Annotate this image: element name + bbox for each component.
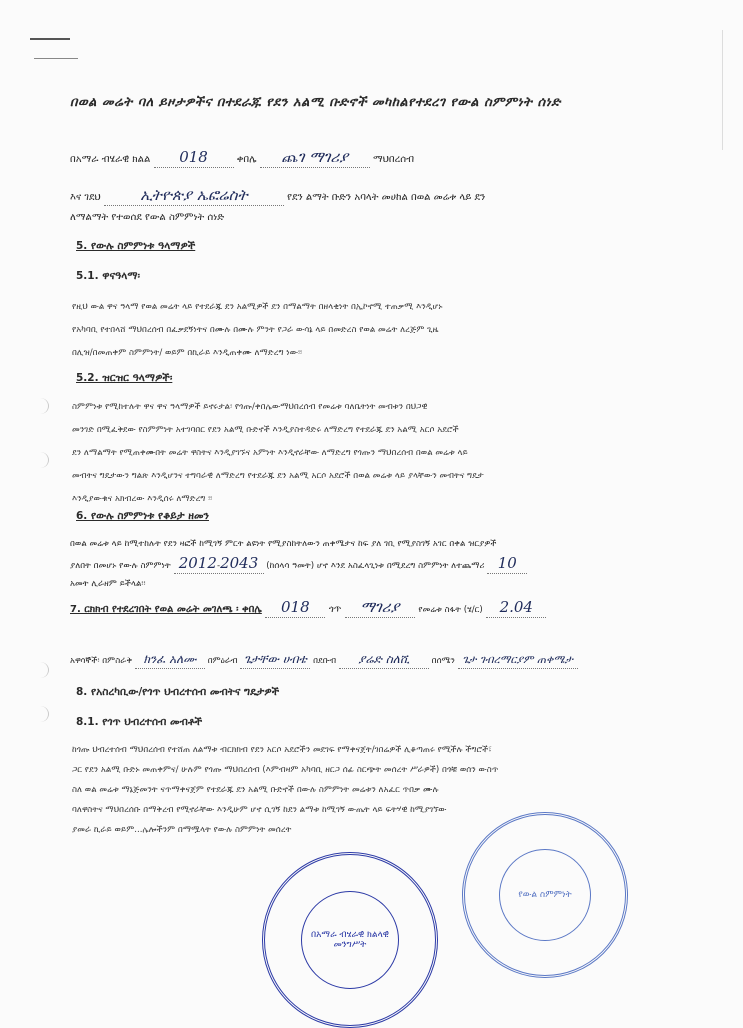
- section-7-neighbors: [70, 652, 578, 669]
- section-8-1-line: ስለ ወል መሬቱ ማኔጅመንት ናጥማቀናጀም የተደራጁ ደን አልሚ ቡድኖች በውሉ ስምምነት መሬቱን ለአፈር ጥበቃ ሙሉ: [72, 785, 439, 795]
- section-5-1-line: የዚህ ውል ዋና ዓላማ የወል መሬት ላይ የተደራጁ ደን አልሚዎች ደን በማልማት በዘላቂነት በኢኮኖሚ ተጠቃሚ እንዲሆኑ: [72, 302, 443, 312]
- section-6-line-2: ያለበት በመሆኑ የውሉ ስምምነት 2012-2043 (ከሰላሳ ዓመት) ሆኖ እንደ አስፈላጊነቱ በሚደረግ ስምምነት ለተጨማሪ 10: [70, 556, 527, 574]
- section-5-2-line: ደን ለማልማት የሚጠቀሙበት መሬት ዋስትና እንዲያገኙና አምነት እንዲኖራቸው ለማድረግ የጎጡን ማህበረሰብ በወል መሬቱ ላይ: [72, 448, 468, 458]
- official-stamp-right: [462, 812, 628, 978]
- stamp-right-text: የውል ስምምነት: [499, 849, 592, 942]
- group-suffix: የደን ልማት ቡድን አባላት መሀከል በወል መሬቱ ላይ ደን: [287, 192, 486, 203]
- intro-line-3: ለማልማት የተወሰደ የውል ስምምነት ሰነድ: [70, 212, 225, 223]
- south-neighbor-value: ያሬድ ስለሺ: [358, 652, 410, 666]
- neighbors-label: አዋሳኞች፡ በምስራቅ: [70, 656, 133, 666]
- north-label: በሰሜን: [431, 656, 455, 666]
- intro-line-1: [70, 150, 414, 168]
- intro-line-2: [70, 188, 485, 206]
- section-5-1-line: በሊዝ/በመጠቀም ስምምነት/ ወይም በኪራይ እንዲጠቀሙ ለማድረግ ነው፡፡: [72, 348, 302, 358]
- section-8-1-line: ጋር የደን አልሚ ቡድኑ መጠቀምና/ ሁሉም የጎጡ ማህበረሰብ (እምብዛም አካባቢ ዘርጋ ሰፊ ስርጭት መሰረት ሥራዎች) በጎቹ ወሰን ውስጥ: [72, 765, 499, 775]
- section-8-heading: 8. የአስረካቢው/የጎጥ ህብረተሰብ መብትና ግዴታዎች: [76, 686, 280, 698]
- section-5-2-body: [72, 396, 672, 511]
- kebele-value: ጨገ ማገሪያ: [281, 148, 349, 166]
- s7-got-value: ማገሪያ: [360, 598, 400, 616]
- section-6-line-3: አመት ሊራዘም ይችላል፡፡: [70, 579, 146, 589]
- section-5-2-heading: 5.2. ዝርዝር ዓላማዎች፡: [76, 372, 173, 384]
- s7-area-value: 2.04: [499, 598, 533, 616]
- extra-years-value: 10: [497, 554, 517, 572]
- page-edge-line: [722, 30, 723, 150]
- s7-area-label: የመሬቱ ስፋት (ሄ/ር): [418, 605, 483, 615]
- section-8-1-line: ከጎጡ ህብረተሰብ ማህበረሰብ የተሸጠ ለልማቱ ብርክክብ የደን አርሶ አደሮችን መደገፍ የማቀናጀት/ገበሬዎች ሊቆጣጠሩ የሚችሉ ችግሮች፣: [72, 745, 492, 755]
- east-neighbor-value: ክንፈ አለሙ: [143, 652, 197, 666]
- section-5-1-body: [72, 296, 672, 365]
- official-stamp-left: [262, 852, 438, 1028]
- section-6-line-1: በወል መሬቱ ላይ ከሚተከሉት የደን ዛፎች ከሚገኝ ምርት ልዩነት የሚያስከትለውን ጠቀሜታና ከፍ ያለ ገቢ የሚያስገኝ አገር በቀል ዝርያዎች: [70, 539, 497, 549]
- section-8-1-heading: 8.1. የጎጥ ህብረተሰብ መብቶች: [76, 716, 203, 728]
- west-neighbor-value: ጌታቸው ሀብቴ: [243, 652, 307, 666]
- section-7-line: [70, 600, 546, 618]
- section-5-1-line: የአካባቢ የተበላሸ ማህበረሰብ በፈቃደኝነትና በሙሉ በሙሉ ምንት የጋራ ውሳኔ ላይ በመድረስ የወል መሬት ለረጅም ጊዜ: [72, 325, 439, 335]
- section-6-line-2-prefix: ያለበት በመሆኑ የውሉ ስምምነት: [70, 561, 171, 571]
- intro-suffix: ማህበረሰብ: [372, 154, 415, 165]
- section-7-heading: 7. ርክክብ የተደረገበት የወል መሬት መገለጫ ፡ ቀበሌ: [70, 604, 262, 615]
- north-neighbor-value: ጌታ ገብረማርያም ጠቀሜታ: [462, 653, 573, 666]
- group-value: ኢትዮጵያ ኤፎሬስት: [140, 186, 248, 204]
- and-label: እና ገደህ: [70, 192, 101, 203]
- document-title: በወል መሬት ባለ ይዞታዎችና በተደራጁ የደን አልሚ ቡድኖች መካከልየተደረገ የውል ስምምነት ሰነድ: [70, 95, 561, 110]
- south-label: በደቡብ: [313, 656, 337, 666]
- section-8-1-line: ባለዋስትና ማህበረሰቡ በማቅረብ የሚኖራቸው እንዲሁም ሆኖ ሲገኝ ከደን ልማቱ ከሚገኝ ውጤት ላይ ፍትሃዊ ከሚያገኘው: [72, 805, 447, 815]
- stamp-left-text: በአማራ ብሄራዊ ክልላዊ መንግሥት: [301, 891, 400, 990]
- punch-hole-4: [32, 706, 49, 722]
- section-5-1-heading: 5.1. ዋናዓላማ፡: [76, 270, 140, 282]
- section-6-heading: 6. የውሉ ስምምነቱ የቆይታ ዘመን: [76, 510, 209, 522]
- section-5-2-line: ስምምነቱ የሚከተሉት ዋና ዋና ዓላማዎች ይኖሩታል፡ የጎጡ/ቀበሌውማህበረሰብ የመሬቱ ባለቤትነት መብቱን በህጋዊ: [72, 402, 428, 412]
- section-8-1-line: ያመራ ኪራይ ወይም...ሌሎችንም በማሟላት የውሉ ስምምነት መሰረት: [72, 825, 292, 835]
- kebele-label: ቀበሌ: [236, 154, 257, 165]
- intro-prefix: በአማራ ብሄራዊ ክልል: [70, 154, 151, 165]
- section-5-2-line: መብትና ግዴታውን ግልጽ እንዲሆንና ተግባራዊ ለማድረግ የተደራጁ ደን አልሚ አርሶ አደሮች በወል መሬቱ ላይ ያላቸውን መብትና ግዴታ: [72, 471, 484, 481]
- section-6-line-2-tail: (ከሰላሳ ዓመት) ሆኖ እንደ አስፈላጊነቱ በሚደረግ ስምምነት ለተጨማሪ: [266, 561, 485, 571]
- west-label: በምዕራብ: [207, 656, 238, 666]
- punch-hole-2: [32, 452, 49, 468]
- section-5-2-line: መንገድ በሚፈቅደው የስምምነት አተገባበር የደን አልሚ ቡድኖች እንዲያስተዳድሩ ለማድረግ የተደራጁ ደን አልሚ አርሶ አደሮች: [72, 425, 459, 435]
- punch-hole-3: [32, 662, 49, 678]
- margin-mark: [30, 38, 70, 40]
- s7-got-label: ጎጥ: [328, 604, 342, 615]
- period-from-value: 2012: [178, 554, 217, 572]
- section-5-heading: 5. የውሉ ስምምነቱ ዓላማዎች: [76, 240, 196, 252]
- margin-mark-underline: [34, 58, 78, 59]
- s7-kebele-value: 018: [281, 598, 310, 616]
- period-to-value: 2043: [220, 554, 259, 572]
- zone-value: 018: [179, 148, 208, 166]
- punch-hole-1: [32, 398, 49, 414]
- section-5-2-line: እንዲያውቁና አክብረው እንዲሰሩ ለማድረግ ፡፡: [72, 494, 213, 504]
